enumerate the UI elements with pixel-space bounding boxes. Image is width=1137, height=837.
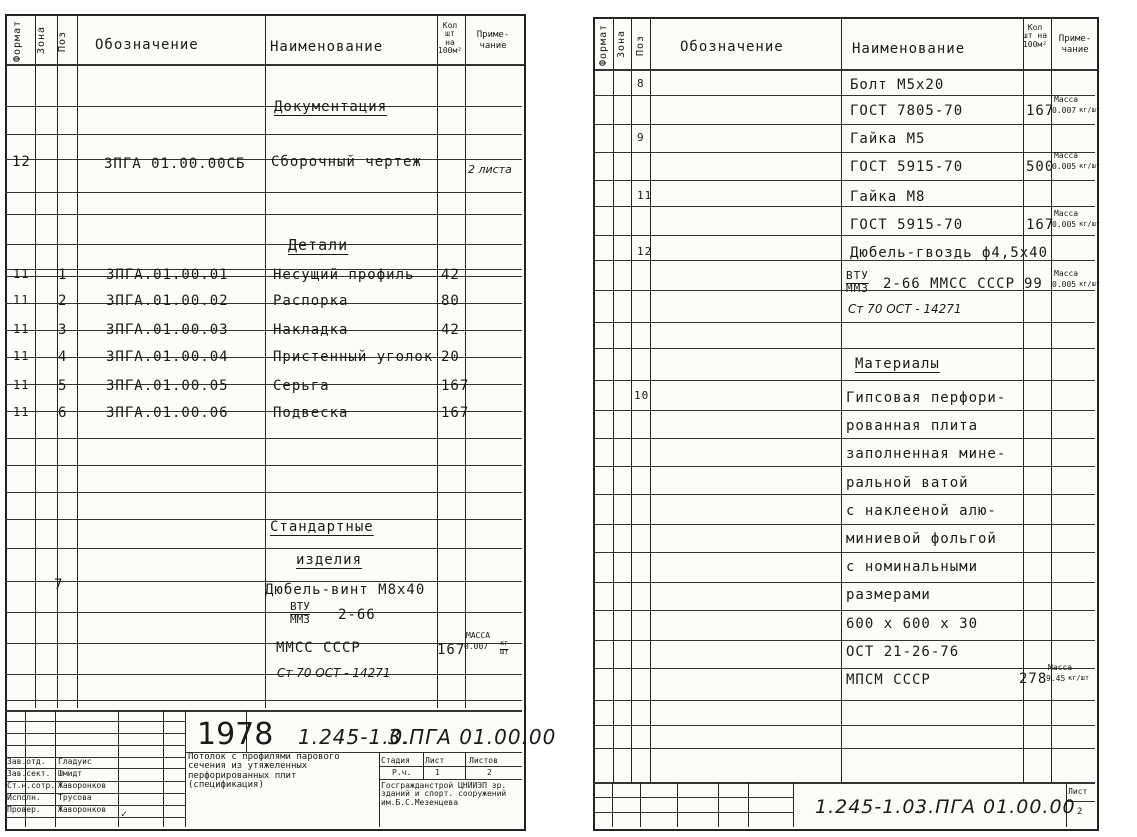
part-designation: 3ПГА.01.00.02 bbox=[106, 293, 229, 309]
col-line bbox=[841, 19, 842, 784]
title-vline bbox=[163, 710, 164, 827]
col-line bbox=[437, 16, 438, 708]
col-line bbox=[631, 19, 632, 784]
material-pos: 10 bbox=[634, 389, 650, 402]
footer-code-b: 3.ПГА 01.00.00 bbox=[915, 796, 1076, 818]
part-designation: 3ПГА.01.00.05 bbox=[106, 378, 229, 394]
footer-vline bbox=[677, 782, 678, 827]
std-vtu-code: 2-66 bbox=[338, 607, 376, 623]
std-mass-unit-num: кг bbox=[500, 639, 509, 647]
part-pos: 1 bbox=[58, 267, 68, 283]
row-line bbox=[5, 244, 522, 245]
title-line bbox=[5, 710, 522, 712]
row-line bbox=[5, 519, 522, 520]
material-line: размерами bbox=[846, 587, 931, 604]
part-qty: 167 bbox=[441, 405, 470, 421]
row-line bbox=[593, 95, 1095, 96]
col-line bbox=[265, 16, 266, 708]
section-standard-items: изделия bbox=[296, 552, 363, 568]
sheet-label: Лист bbox=[425, 756, 445, 765]
row-line bbox=[593, 524, 1095, 525]
row-line bbox=[5, 674, 522, 675]
section-materials: Материалы bbox=[855, 356, 940, 372]
row-line bbox=[5, 159, 522, 160]
title-vline bbox=[465, 752, 466, 779]
item-qty: 167 bbox=[1026, 217, 1055, 233]
item-name: ГОСТ 5915-70 bbox=[850, 217, 964, 233]
section-documentation: Документация bbox=[274, 99, 388, 115]
footer-vline bbox=[612, 782, 613, 827]
title-vline bbox=[185, 710, 186, 827]
part-designation: 3ПГА.01.00.01 bbox=[106, 267, 229, 283]
item-name: Гайка М5 bbox=[850, 131, 926, 147]
part-format: 11 bbox=[13, 267, 30, 281]
row-line bbox=[5, 548, 522, 549]
item-qty: 500 bbox=[1026, 159, 1055, 175]
part-qty: 167 bbox=[441, 378, 470, 394]
doc-designation: 3ПГА 01.00.00СБ bbox=[104, 156, 246, 172]
header-format: Формат bbox=[598, 23, 609, 66]
footer-sheet-value: 2 bbox=[1077, 807, 1083, 817]
row-line bbox=[593, 494, 1095, 495]
part-name: Серьга bbox=[273, 378, 330, 394]
title-code-b: 3.ПГА 01.00.00 bbox=[388, 725, 557, 749]
material-line: заполненная мине- bbox=[846, 446, 1007, 463]
role-label: Ст.н.сотр. bbox=[7, 781, 56, 790]
item-qty: 167 bbox=[1026, 103, 1055, 119]
row-line bbox=[593, 290, 1095, 291]
part-format: 11 bbox=[13, 322, 30, 336]
header-line bbox=[595, 69, 1097, 71]
col-line bbox=[465, 16, 466, 708]
row-line bbox=[593, 582, 1095, 583]
material-line: миниевой фольгой bbox=[846, 531, 997, 547]
role-label: Провер. bbox=[7, 805, 41, 814]
part-pos: 2 bbox=[58, 293, 68, 309]
role-name: Жаворонков bbox=[58, 781, 107, 790]
title-vline bbox=[379, 752, 380, 779]
header-pos: Поз bbox=[57, 30, 68, 52]
item-mass-value: 0.005 bbox=[1052, 162, 1077, 171]
part-qty: 42 bbox=[441, 267, 460, 283]
vtu-num: ВТУ bbox=[846, 269, 869, 282]
title-year: 1978 bbox=[197, 717, 274, 752]
title-vline bbox=[379, 779, 380, 827]
item-mass-unit: кг/шт bbox=[1079, 220, 1101, 228]
vtu-qty: 99 bbox=[1024, 276, 1043, 292]
vtu-rest: 2-66 ММСС СССР bbox=[883, 276, 1016, 292]
part-name: Пристенный уголок bbox=[273, 349, 434, 365]
footer-code-a: 1.245-1.0. bbox=[815, 796, 923, 818]
col-line bbox=[613, 19, 614, 784]
row-line bbox=[593, 206, 1095, 207]
std-mass-label: МАССА bbox=[466, 631, 491, 640]
title-line bbox=[5, 745, 185, 746]
item-pos: 11 bbox=[637, 189, 653, 202]
row-line bbox=[593, 552, 1095, 553]
item-pos: 8 bbox=[637, 77, 645, 90]
footer-vline bbox=[748, 782, 749, 827]
title-line bbox=[5, 817, 185, 818]
part-pos: 4 bbox=[58, 349, 68, 365]
row-line bbox=[593, 348, 1095, 349]
organization: Госгражданстрой ЦНИИЭП зр. зданий и спорт. сооружений им.Б.С.Мезенцева bbox=[381, 781, 507, 807]
item-mass-unit: кг/шт bbox=[1079, 106, 1101, 114]
material-line: с наклееной алю- bbox=[846, 502, 997, 519]
header-line bbox=[7, 64, 524, 66]
footer-sheet-label: Лист bbox=[1068, 787, 1088, 796]
material-line: с номинальными bbox=[846, 559, 979, 576]
item-mass-label: Масса bbox=[1054, 209, 1079, 218]
part-format: 11 bbox=[13, 349, 30, 363]
row-line bbox=[5, 612, 522, 613]
title-vline bbox=[55, 710, 56, 827]
material-mass-unit: кг/шт bbox=[1068, 674, 1090, 682]
stage-value: Р.ч. bbox=[392, 768, 412, 777]
header-zone: Зона bbox=[616, 29, 627, 58]
row-line bbox=[5, 106, 522, 107]
std-name: Дюбель-винт М8х40 bbox=[265, 582, 426, 598]
doc-format: 12 bbox=[12, 154, 31, 170]
section-standard: Стандартные bbox=[270, 519, 374, 535]
title-line bbox=[379, 766, 522, 767]
stage-label: Стадия bbox=[381, 756, 410, 765]
title-line bbox=[379, 779, 522, 780]
item-mass-value: 0.005 bbox=[1052, 220, 1077, 229]
role-name: Гладуис bbox=[58, 757, 92, 766]
sheets-label: Листов bbox=[469, 756, 498, 765]
row-line bbox=[5, 465, 522, 466]
item-name: Дюбель-гвоздь ф4,5х40 bbox=[850, 245, 1049, 261]
part-format: 11 bbox=[13, 378, 30, 392]
header-designation: Обозначение bbox=[95, 37, 199, 53]
std-mass-value: 0.007 bbox=[464, 642, 489, 651]
part-pos: 3 bbox=[58, 322, 68, 338]
row-line bbox=[5, 438, 522, 439]
item-pos: 9 bbox=[637, 131, 645, 144]
title-vline bbox=[118, 710, 119, 827]
std-vtu-num: ВТУ bbox=[290, 600, 310, 613]
role-name: Шмидт bbox=[58, 769, 83, 778]
header-qty: Кол шт на 100м² bbox=[1022, 23, 1048, 49]
header-zone: Зона bbox=[36, 25, 47, 54]
col-line bbox=[650, 19, 651, 784]
part-name: Распорка bbox=[273, 293, 349, 309]
role-name: Трусова bbox=[58, 793, 92, 802]
row-line bbox=[593, 748, 1095, 749]
footer-line bbox=[593, 812, 793, 813]
part-designation: 3ПГА.01.00.06 bbox=[106, 405, 229, 421]
material-line: ральной ватой bbox=[846, 474, 969, 491]
col-line bbox=[77, 16, 78, 708]
sheet-value: 1 bbox=[435, 768, 440, 777]
row-line bbox=[5, 134, 522, 135]
title-code-a: 1.245-1.0. bbox=[298, 725, 411, 749]
footer-vline bbox=[718, 782, 719, 827]
sheets-value: 2 bbox=[487, 768, 492, 777]
item-mass-unit: кг/шт bbox=[1079, 162, 1101, 170]
vtu-den: ММЗ bbox=[846, 282, 869, 295]
header-format: Формат bbox=[12, 19, 23, 62]
row-line bbox=[593, 466, 1095, 467]
row-line bbox=[593, 124, 1095, 125]
row-line bbox=[593, 700, 1095, 701]
header-note: Приме- чание bbox=[1058, 34, 1092, 55]
std-material: Ст 70 ОСТ - 14271 bbox=[277, 666, 391, 680]
vtu-mass-value: 0.005 bbox=[1052, 280, 1077, 289]
row-line bbox=[593, 610, 1095, 611]
item-name: Гайка М8 bbox=[850, 189, 926, 205]
title-line bbox=[5, 733, 185, 734]
material-line: ОСТ 21-26-76 bbox=[846, 643, 960, 660]
header-pos: Поз bbox=[635, 34, 646, 56]
row-line bbox=[5, 700, 522, 701]
row-line bbox=[593, 180, 1095, 181]
title-line bbox=[5, 721, 185, 722]
role-label: Зав.сект. bbox=[7, 769, 51, 778]
material-line: 600 х 600 х 30 bbox=[846, 615, 979, 632]
title-vline bbox=[423, 752, 424, 779]
section-parts: Детали bbox=[288, 236, 349, 254]
item-mass-value: 0.007 bbox=[1052, 106, 1077, 115]
row-line bbox=[5, 492, 522, 493]
role-name: Жаворонков bbox=[58, 805, 107, 814]
row-line bbox=[593, 152, 1095, 153]
left-spec-sheet bbox=[5, 14, 526, 831]
doc-name: Сборочный чертеж bbox=[271, 154, 422, 170]
part-name: Накладка bbox=[273, 322, 349, 338]
item-name: Болт М5х20 bbox=[850, 77, 945, 93]
material-note: Ст 70 ОСТ - 14271 bbox=[848, 302, 962, 316]
header-qty: Кол шт на 100м² bbox=[438, 21, 463, 56]
part-format: 11 bbox=[13, 405, 30, 419]
row-line bbox=[593, 668, 1095, 669]
row-line bbox=[593, 380, 1095, 381]
footer-line bbox=[593, 797, 793, 798]
item-name: ГОСТ 5915-70 bbox=[850, 159, 964, 175]
footer-vline bbox=[793, 782, 794, 827]
role-label: Зав.отд. bbox=[7, 757, 46, 766]
col-line bbox=[35, 16, 36, 708]
std-qty: 167 bbox=[437, 642, 466, 658]
part-designation: 3ПГА.01.00.04 bbox=[106, 349, 229, 365]
col-line bbox=[1023, 19, 1024, 784]
signature-mark: ✓ bbox=[121, 809, 129, 820]
material-mass-label: Масса bbox=[1048, 663, 1073, 672]
item-mass-label: Масса bbox=[1054, 95, 1079, 104]
header-name: Наименование bbox=[270, 39, 384, 55]
row-line bbox=[593, 235, 1095, 236]
row-line bbox=[593, 640, 1095, 641]
row-line bbox=[5, 581, 522, 582]
std-pos: 7 bbox=[54, 577, 64, 593]
std-org: ММСС СССР bbox=[276, 640, 361, 656]
part-pos: 5 bbox=[58, 378, 68, 394]
footer-line bbox=[593, 782, 1095, 784]
std-vtu-den: ММЗ bbox=[290, 613, 310, 626]
part-designation: 3ПГА.01.00.03 bbox=[106, 322, 229, 338]
vtu-mass-label: Масса bbox=[1054, 269, 1079, 278]
vtu-mass-unit: кг/шт bbox=[1079, 280, 1101, 288]
title-description: Потолок с профилями парового сечения из утяжеленных перфорированных плит (спецификация) bbox=[188, 752, 340, 791]
part-qty: 80 bbox=[441, 293, 460, 309]
material-qty: 278 bbox=[1019, 671, 1048, 687]
row-line bbox=[593, 322, 1095, 323]
part-format: 11 bbox=[13, 293, 30, 307]
row-line bbox=[593, 410, 1095, 411]
std-mass-unit-den: шт bbox=[500, 648, 509, 656]
row-line bbox=[5, 214, 522, 215]
part-qty: 20 bbox=[441, 349, 460, 365]
row-line bbox=[593, 438, 1095, 439]
material-mass-value: 9.45 bbox=[1046, 674, 1066, 683]
role-label: Исполн. bbox=[7, 793, 41, 802]
header-name: Наименование bbox=[852, 41, 966, 57]
part-pos: 6 bbox=[58, 405, 68, 421]
row-line bbox=[593, 725, 1095, 726]
item-mass-label: Масса bbox=[1054, 151, 1079, 160]
doc-note: 2 листа bbox=[468, 163, 512, 176]
material-line: МПСМ СССР bbox=[846, 672, 931, 688]
material-line: рованная плита bbox=[846, 418, 979, 435]
header-note: Приме- чание bbox=[476, 30, 510, 51]
material-line: Гипсовая перфори- bbox=[846, 390, 1007, 406]
footer-vline bbox=[640, 782, 641, 827]
header-designation: Обозначение bbox=[680, 39, 784, 55]
item-name: ГОСТ 7805-70 bbox=[850, 103, 964, 119]
part-qty: 42 bbox=[441, 322, 460, 338]
part-name: Подвеска bbox=[273, 405, 349, 421]
item-pos: 12 bbox=[637, 245, 653, 258]
part-name: Несущий профиль bbox=[273, 267, 415, 283]
row-line bbox=[5, 192, 522, 193]
